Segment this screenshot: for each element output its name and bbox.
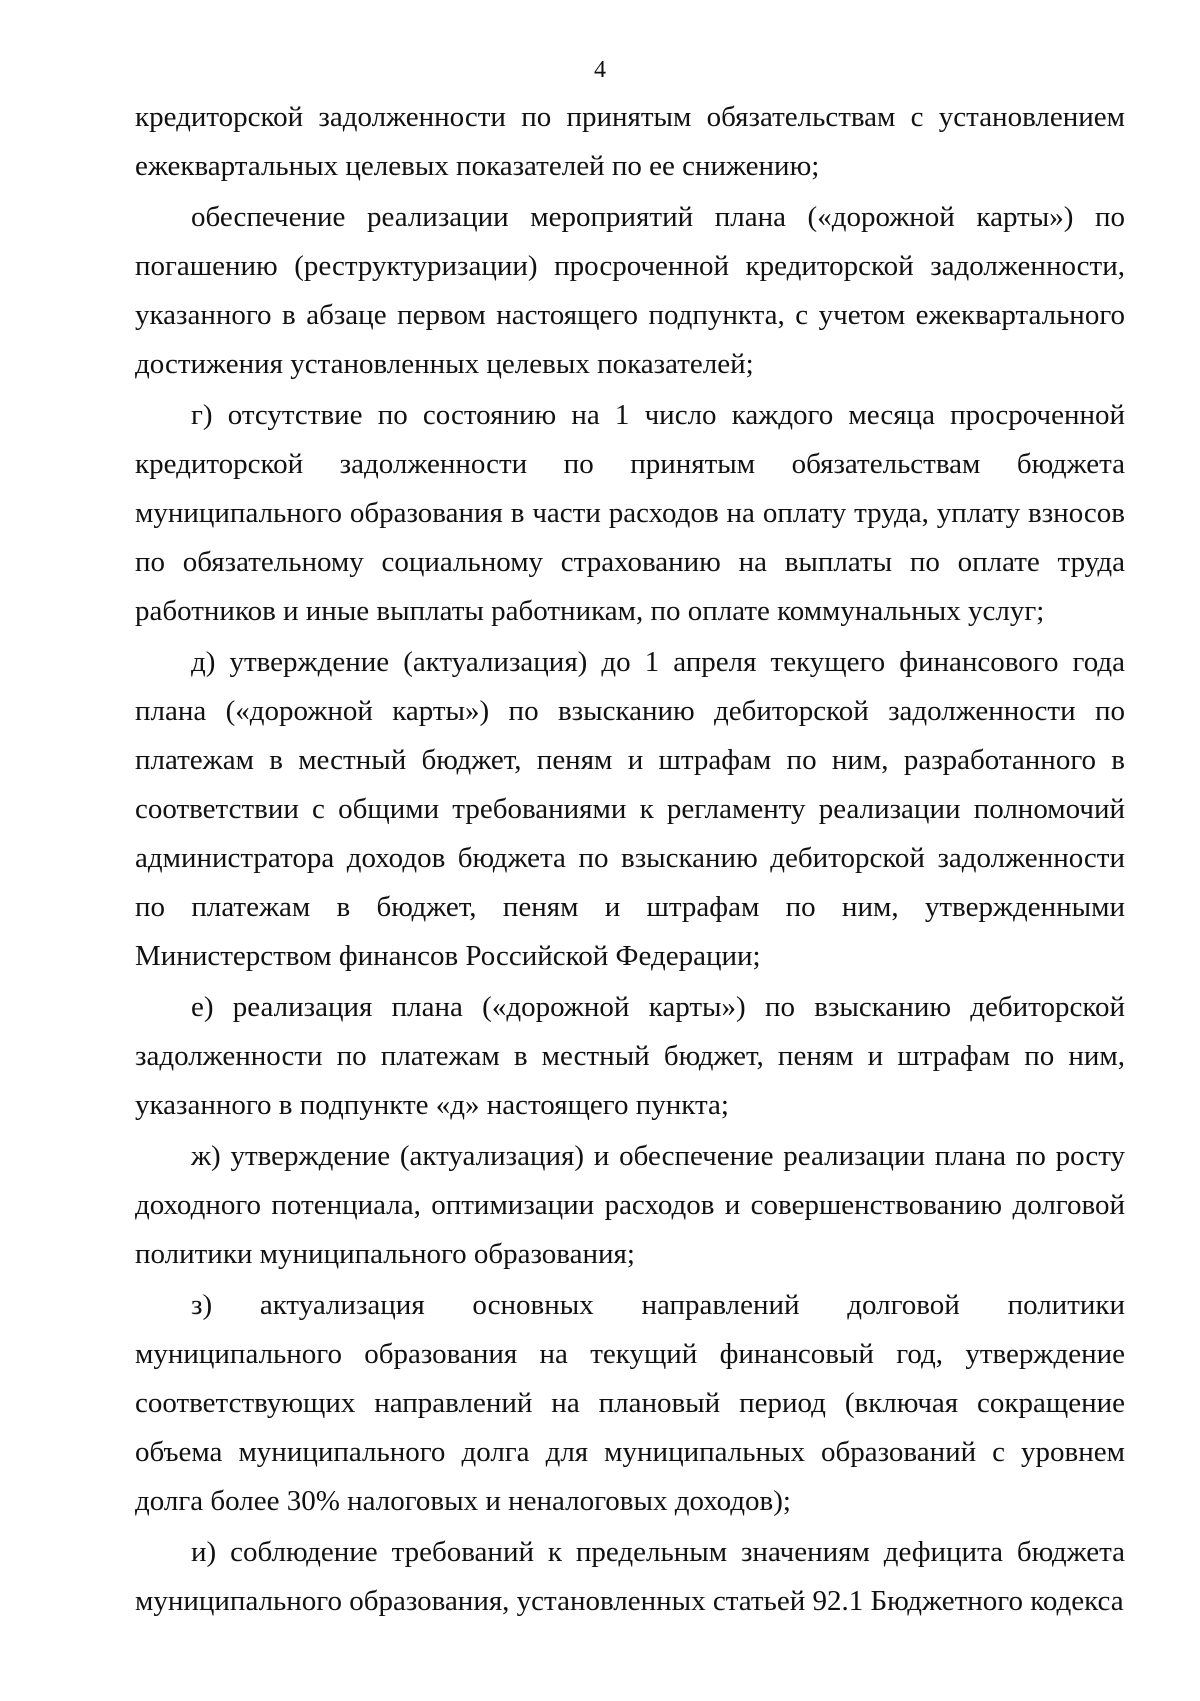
paragraph-continuation: кредиторской задолженности по принятым обязательствам с установлением ежеквартальных целевых показателей по ее снижению; [135, 101, 1125, 182]
document-body [135, 93, 1125, 1626]
page-number: 4 [594, 57, 606, 83]
paragraph-item-z: з) актуализация основных направлений долговой политики муниципального образования на текущий финансовый год, утверждение соответствующих направлений на плановый период (включая сокращение объема муниципального долга для муниципальных образований с уровнем долга более 30% налоговых и неналоговых доходов); [135, 1289, 1125, 1517]
paragraph-roadmap-implementation: обеспечение реализации мероприятий плана («дорожной карты») по погашению (реструктуризации) просроченной кредиторской задолженности, указанного в абзаце первом настоящего подпункта, с учетом ежеквартального достижения установленных целевых показателей; [135, 201, 1125, 380]
paragraph-item-d: д) утверждение (актуализация) до 1 апреля текущего финансового года плана («дорожной карты») по взысканию дебиторской задолженности по платежам в местный бюджет, пеням и штрафам по ним, разработанного в соответствии с общими требованиями к регламенту реализации полномочий администратора доходов бюджета по взысканию дебиторской задолженности по платежам в бюджет, пеням и штрафам по ним, утвержденными Министерством финансов Российской Федерации; [135, 646, 1125, 972]
paragraph-item-i: и) соблюдение требований к предельным значениям дефицита бюджета муниципального образования, установленных статьей 92.1 Бюджетного кодекса [135, 1536, 1125, 1617]
paragraph-item-zh: ж) утверждение (актуализация) и обеспечение реализации плана по росту доходного потенциала, оптимизации расходов и совершенствованию долговой политики муниципального образования; [135, 1140, 1125, 1270]
paragraph-item-g: г) отсутствие по состоянию на 1 число каждого месяца просроченной кредиторской задолженности по принятым обязательствам бюджета муниципального образования в части расходов на оплату труда, уплату взносов по обязательному социальному страхованию на выплаты по оплате труда работников и иные выплаты работникам, по оплате коммунальных услуг; [135, 399, 1125, 627]
paragraph-item-e: е) реализация плана («дорожной карты») по взысканию дебиторской задолженности по платежам в местный бюджет, пеням и штрафам по ним, указанного в подпункте «д» настоящего пункта; [135, 991, 1125, 1121]
